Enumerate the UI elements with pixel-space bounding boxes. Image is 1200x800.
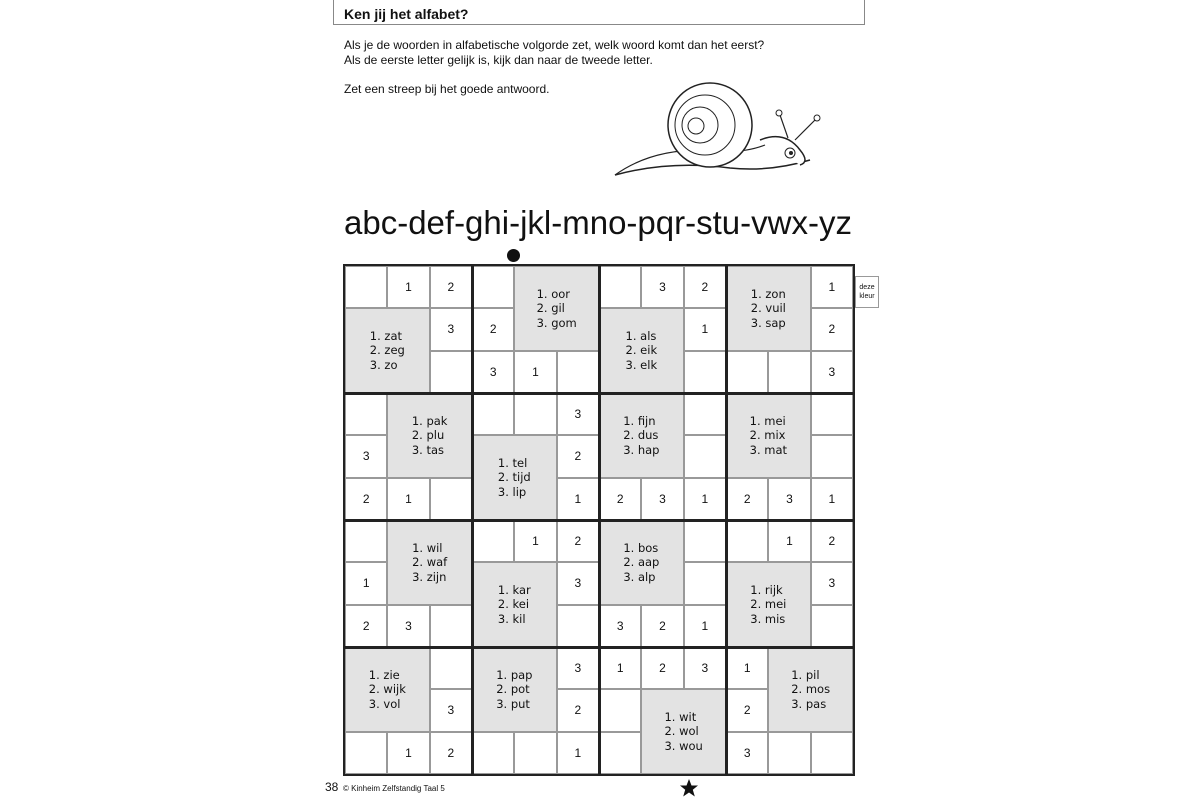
grid-number-cell[interactable]: 2	[726, 689, 768, 731]
grid-cell[interactable]	[768, 732, 810, 774]
grid-cell[interactable]	[684, 393, 726, 435]
grid-number-cell[interactable]: 2	[557, 435, 599, 477]
grid-cell[interactable]	[684, 435, 726, 477]
word-option[interactable]: 3. lip	[497, 484, 527, 499]
word-option[interactable]: 3. hap	[623, 442, 660, 457]
word-option[interactable]: 3. zijn	[412, 569, 447, 584]
word-option[interactable]: 2. dus	[623, 428, 659, 443]
grid-number-cell[interactable]: 1	[557, 478, 599, 520]
grid-number-cell[interactable]: 3	[599, 605, 641, 647]
word-option[interactable]: 2. wijk	[368, 682, 406, 697]
grid-cell[interactable]	[472, 520, 514, 562]
grid-cell[interactable]	[684, 520, 726, 562]
word-option[interactable]: 1. wit	[664, 709, 697, 724]
grid-cell[interactable]	[599, 689, 641, 731]
snail-illustration	[610, 80, 840, 190]
grid-number-cell[interactable]: 1	[387, 478, 429, 520]
word-option[interactable]: 3. mat	[749, 442, 788, 457]
instruction-line-1: Als je de woorden in alfabetische volgorde zet, welk woord komt dan het eerst?	[344, 38, 765, 52]
word-puzzle-block	[726, 393, 811, 478]
alphabet-line: abc-def-ghi-jkl-mno-pqr-stu-vwx-yz	[344, 204, 852, 241]
word-option[interactable]: 3. mis	[750, 611, 786, 626]
word-option[interactable]: 2. kei	[497, 597, 530, 612]
grid-number-cell[interactable]: 3	[641, 478, 683, 520]
start-dot	[507, 249, 520, 262]
grid-cell[interactable]	[345, 266, 387, 308]
grid-number-cell[interactable]: 1	[557, 732, 599, 774]
grid-cell[interactable]	[472, 266, 514, 308]
block-divider-horizontal	[343, 519, 855, 522]
word-puzzle-block	[345, 647, 430, 732]
word-option[interactable]: 3. alp	[623, 569, 656, 584]
word-option[interactable]: 1. pil	[791, 667, 820, 682]
grid-number-cell[interactable]: 2	[345, 478, 387, 520]
grid-number-cell[interactable]: 3	[641, 266, 683, 308]
word-puzzle-block	[599, 308, 684, 393]
grid-cell[interactable]	[811, 435, 853, 477]
word-option[interactable]: 2. waf	[412, 555, 448, 570]
word-puzzle-block	[472, 562, 557, 647]
word-option[interactable]: 1. zie	[368, 667, 400, 682]
grid-number-cell[interactable]: 2	[599, 478, 641, 520]
grid-cell[interactable]	[599, 732, 641, 774]
word-puzzle-block	[472, 435, 557, 520]
instruction-line-2: Als de eerste letter gelijk is, kijk dan naar de tweede letter.	[344, 53, 653, 67]
grid-cell[interactable]	[768, 351, 810, 393]
block-divider-horizontal	[343, 646, 855, 649]
grid-cell[interactable]	[472, 732, 514, 774]
grid-number-cell[interactable]: 3	[430, 308, 472, 350]
grid-number-cell[interactable]: 1	[811, 266, 853, 308]
word-option[interactable]: 2. tijd	[497, 470, 531, 485]
word-option[interactable]: 2. plu	[411, 428, 445, 443]
word-option[interactable]: 2. mei	[750, 597, 787, 612]
grid-cell[interactable]	[430, 478, 472, 520]
grid-number-cell[interactable]: 2	[557, 689, 599, 731]
word-puzzle-block	[387, 520, 472, 605]
word-option[interactable]: 1. pak	[411, 413, 448, 428]
grid-number-cell[interactable]: 3	[726, 732, 768, 774]
word-option[interactable]: 1. als	[625, 328, 657, 343]
color-key-box: deze kleur	[855, 276, 879, 308]
star-icon	[679, 778, 699, 798]
grid-cell[interactable]	[811, 732, 853, 774]
word-option[interactable]: 3. wou	[664, 738, 703, 753]
word-option[interactable]: 1. wil	[412, 540, 443, 555]
grid-number-cell[interactable]: 1	[514, 351, 556, 393]
word-option[interactable]: 3. gom	[536, 315, 577, 330]
copyright: © Kinheim Zelfstandig Taal 5	[343, 784, 445, 793]
grid-cell[interactable]	[557, 351, 599, 393]
grid-number-cell[interactable]: 3	[811, 351, 853, 393]
grid-number-cell[interactable]: 1	[768, 520, 810, 562]
word-option[interactable]: 1. bos	[623, 540, 659, 555]
grid-number-cell[interactable]: 2	[684, 266, 726, 308]
word-option[interactable]: 2. zeg	[369, 343, 405, 358]
word-option[interactable]: 2. mos	[791, 682, 831, 697]
instruction-line-3: Zet een streep bij het goede antwoord.	[344, 82, 550, 96]
grid-cell[interactable]	[811, 605, 853, 647]
grid-cell[interactable]	[430, 647, 472, 689]
grid-cell[interactable]	[726, 351, 768, 393]
grid-number-cell[interactable]: 1	[684, 308, 726, 350]
grid-cell[interactable]	[345, 732, 387, 774]
grid-number-cell[interactable]: 2	[726, 478, 768, 520]
grid-number-cell[interactable]: 3	[472, 351, 514, 393]
word-option[interactable]: 3. kil	[497, 611, 526, 626]
grid-number-cell[interactable]: 2	[641, 647, 683, 689]
grid-number-cell[interactable]: 3	[684, 647, 726, 689]
grid-number-cell[interactable]: 2	[430, 732, 472, 774]
word-option[interactable]: 2. eik	[625, 343, 658, 358]
grid-number-cell[interactable]: 2	[557, 520, 599, 562]
word-option[interactable]: 3. zo	[369, 357, 398, 372]
word-puzzle-block	[599, 520, 684, 605]
grid-number-cell[interactable]: 2	[472, 308, 514, 350]
grid-number-cell[interactable]: 2	[811, 520, 853, 562]
word-option[interactable]: 3. tas	[411, 442, 445, 457]
grid-number-cell[interactable]: 2	[641, 605, 683, 647]
grid-cell[interactable]	[811, 393, 853, 435]
word-option[interactable]: 3. sap	[750, 315, 786, 330]
word-option[interactable]: 3. vol	[368, 696, 401, 711]
grid-cell[interactable]	[345, 520, 387, 562]
page-number: 38	[325, 780, 339, 794]
grid-number-cell[interactable]: 3	[557, 562, 599, 604]
word-option[interactable]: 2. wol	[664, 724, 699, 739]
grid-cell[interactable]	[514, 732, 556, 774]
grid-number-cell[interactable]: 2	[430, 266, 472, 308]
word-option[interactable]: 2. vuil	[750, 301, 786, 316]
grid-number-cell[interactable]: 1	[387, 732, 429, 774]
grid-number-cell[interactable]: 2	[811, 308, 853, 350]
word-option[interactable]: 3. pas	[791, 696, 827, 711]
grid-number-cell[interactable]: 1	[684, 478, 726, 520]
word-option[interactable]: 1. pap	[496, 667, 533, 682]
grid-number-cell[interactable]: 3	[387, 605, 429, 647]
grid-number-cell[interactable]: 3	[557, 647, 599, 689]
word-option[interactable]: 2. aap	[623, 555, 660, 570]
word-puzzle-block	[768, 647, 853, 732]
word-puzzle-block	[514, 266, 599, 351]
grid-number-cell[interactable]: 1	[684, 605, 726, 647]
grid-cell[interactable]	[726, 520, 768, 562]
word-option[interactable]: 1. zat	[369, 328, 403, 343]
grid-cell[interactable]	[557, 605, 599, 647]
word-option[interactable]: 1. mei	[749, 413, 786, 428]
word-option[interactable]: 3. elk	[625, 357, 658, 372]
grid-cell[interactable]	[345, 393, 387, 435]
word-puzzle-block	[641, 689, 726, 774]
word-option[interactable]: 1. rijk	[750, 582, 783, 597]
word-option[interactable]: 1. kar	[497, 582, 531, 597]
word-option[interactable]: 1. fijn	[623, 413, 656, 428]
grid-number-cell[interactable]: 1	[387, 266, 429, 308]
grid-number-cell[interactable]: 1	[811, 478, 853, 520]
word-puzzle-block	[726, 562, 811, 647]
page-title: Ken jij het alfabet?	[344, 6, 469, 22]
grid-number-cell[interactable]: 1	[345, 562, 387, 604]
word-option[interactable]: 1. zon	[750, 286, 786, 301]
grid-number-cell[interactable]: 3	[557, 393, 599, 435]
grid-number-cell[interactable]: 3	[768, 478, 810, 520]
grid-number-cell[interactable]: 1	[599, 647, 641, 689]
word-option[interactable]: 2. mix	[749, 428, 786, 443]
word-puzzle-block	[345, 308, 430, 393]
grid-cell[interactable]	[430, 351, 472, 393]
grid-cell[interactable]	[472, 393, 514, 435]
word-option[interactable]: 2. gil	[536, 301, 565, 316]
grid-cell[interactable]	[684, 562, 726, 604]
grid-number-cell[interactable]: 1	[514, 520, 556, 562]
grid-number-cell[interactable]: 2	[345, 605, 387, 647]
grid-number-cell[interactable]: 3	[345, 435, 387, 477]
word-puzzle-block	[726, 266, 811, 351]
word-puzzle-block	[387, 393, 472, 478]
word-option[interactable]: 3. put	[496, 696, 530, 711]
block-divider-vertical	[725, 264, 728, 776]
grid-cell[interactable]	[514, 393, 556, 435]
word-puzzle-block	[472, 647, 557, 732]
grid-cell[interactable]	[599, 266, 641, 308]
grid-cell[interactable]	[430, 605, 472, 647]
grid-cell[interactable]	[684, 351, 726, 393]
grid-number-cell[interactable]: 3	[430, 689, 472, 731]
word-puzzle-block	[599, 393, 684, 478]
word-option[interactable]: 1. tel	[497, 455, 528, 470]
grid-number-cell[interactable]: 1	[726, 647, 768, 689]
grid-number-cell[interactable]: 3	[811, 562, 853, 604]
word-option[interactable]: 1. oor	[536, 286, 570, 301]
word-option[interactable]: 2. pot	[496, 682, 530, 697]
